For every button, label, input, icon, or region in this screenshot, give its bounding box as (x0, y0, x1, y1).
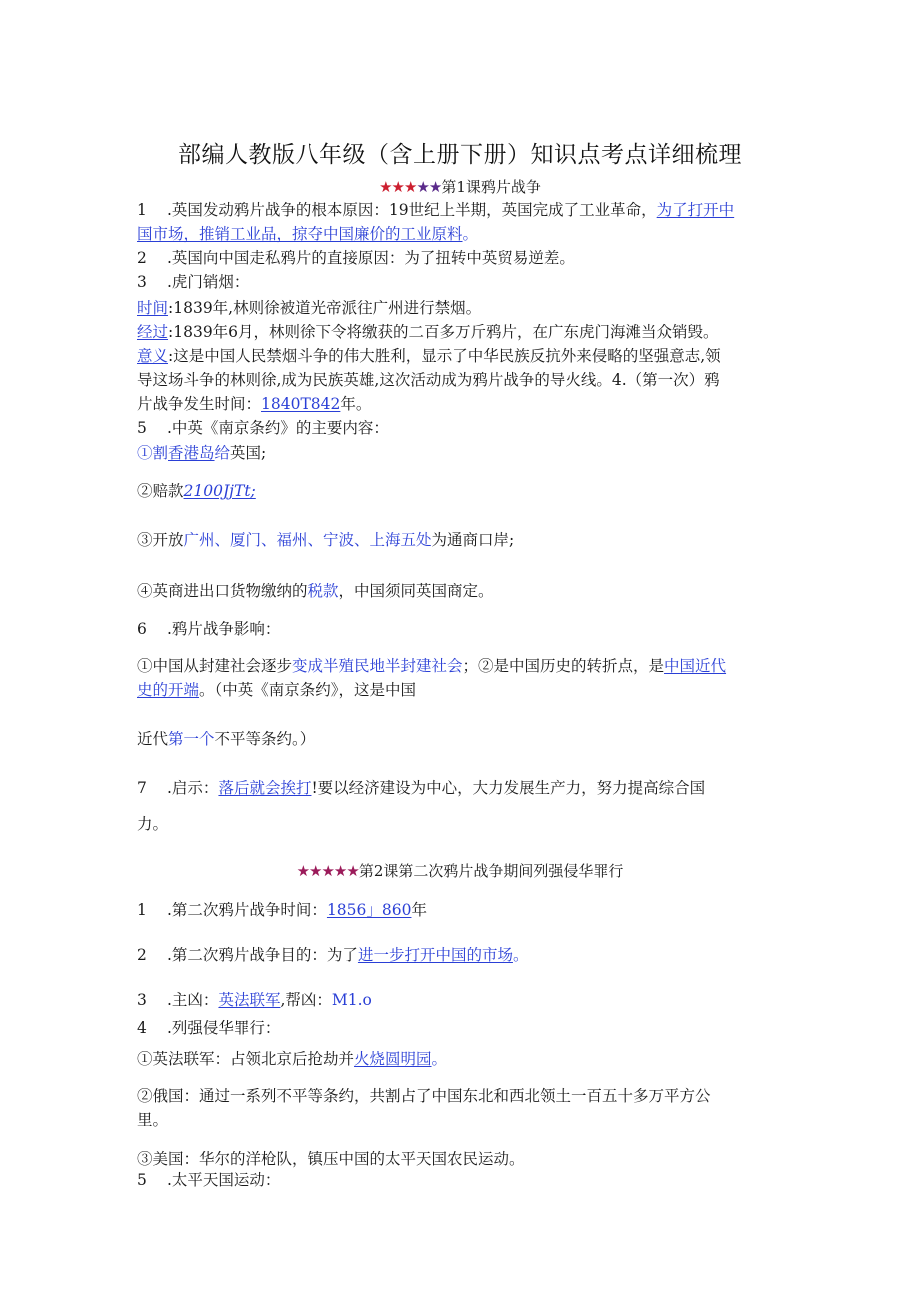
treaty-term-2: ②赔款2100JjTt; (137, 482, 256, 500)
lesson2-item-5: 5 .太平天国运动： (137, 1171, 281, 1189)
answer-link[interactable]: 1856」860 (326, 901, 412, 919)
lesson2-item-4: 4 .列强侵华罪行： (137, 1019, 281, 1037)
lesson2-item-1: 1 .第二次鸦片战争时间：1856」860年 (137, 901, 427, 919)
crime-1: ①英法联军：占领北京后抢劫并火烧圆明园。 (137, 1050, 448, 1068)
lesson1-item-7: 7 .启示：落后就会挨打!要以经济建设为中心，大力发展生产力，努力提高综合国 (137, 779, 706, 797)
answer-link[interactable]: 火烧圆明园 (354, 1050, 432, 1068)
answer-link[interactable]: 国市场，推销工业品，掠夺中国廉价的工业原料 (137, 225, 463, 243)
answer-link[interactable]: 为了打开中 (656, 201, 735, 219)
meaning-label[interactable]: 意义 (137, 347, 169, 365)
lesson2-heading (0, 860, 920, 881)
war-effect-2: 近代第一个不平等条约。） (137, 730, 316, 748)
war-time: 片战争发生时间：1840T842年。 (137, 395, 372, 413)
treaty-term-3: ③开放广州、厦门、福州、宁波、上海五处为通商口岸; (137, 531, 515, 549)
lesson1-item-6: 6 .鸦片战争影响： (137, 620, 281, 638)
star-rating-icon: ★★★ (379, 178, 417, 196)
answer-link[interactable]: 中国近代 (664, 657, 727, 675)
humen-meaning: 意义:这是中国人民禁烟斗争的伟大胜利，显示了中华民族反抗外来侵略的坚强意志,领 (137, 347, 721, 365)
crime-2-cont: 里。 (137, 1111, 169, 1129)
lesson1-item-2: 2 .英国向中国走私鸦片的直接原因：为了扭转中英贸易逆差。 (137, 249, 575, 267)
process-label[interactable]: 经过 (137, 323, 169, 341)
crime-2: ②俄国：通过一系列不平等条约，共割占了中国东北和西北领土一百五十多万平方公 (137, 1087, 711, 1105)
lesson1-heading (0, 176, 920, 197)
answer-link[interactable]: 1840T842 (261, 395, 341, 413)
lesson1-item-1: 1 .英国发动鸦片战争的根本原因：19世纪上半期，英国完成了工业革命，为了打开中 (137, 201, 735, 219)
answer-link[interactable]: 香港岛 (168, 444, 215, 462)
war-effect-1-cont: 史的开端。（中英《南京条约》，这是中国 (137, 681, 417, 699)
lesson1-title: 第1课鸦片战争 (441, 178, 541, 196)
lesson2-item-2: 2 .第二次鸦片战争目的：为了进一步打开中国的市场。 (137, 946, 529, 964)
humen-meaning-cont: 导这场斗争的林则徐,成为民族英雄,这次活动成为鸦片战争的导火线。4.（第一次）鸦 (137, 371, 720, 389)
lesson1-item-3: 3 .虎门销烟： (137, 273, 250, 291)
lesson2-item-3: 3 .主凶：英法联军,帮凶：M1.o (137, 991, 372, 1009)
lesson1-item-5: 5 .中英《南京条约》的主要内容： (137, 419, 389, 437)
star-rating-icon: ★★★★★ (296, 862, 359, 880)
time-label[interactable]: 时间 (137, 299, 169, 317)
war-effect-1: ①中国从封建社会逐步变成半殖民地半封建社会；②是中国历史的转折点，是中国近代 (137, 657, 727, 675)
answer-link[interactable]: 史的开端 (137, 681, 200, 699)
lesson1-item-1-cont: 国市场，推销工业品，掠夺中国廉价的工业原料。 (137, 225, 479, 243)
document-title: 部编人教版八年级（含上册下册）知识点考点详细梳理 (178, 142, 742, 168)
answer-link[interactable]: 英法联军 (218, 991, 281, 1009)
answer-link[interactable]: 落后就会挨打 (218, 779, 312, 797)
star-rating-icon: ★★ (416, 178, 442, 196)
answer-link[interactable]: 进一步打开中国的市场 (357, 946, 513, 964)
treaty-term-4: ④英商进出口货物缴纳的税款，中国须同英国商定。 (137, 582, 494, 600)
treaty-term-1: ①割香港岛给英国; (137, 444, 267, 462)
humen-process: 经过:1839年6月，林则徐下令将缴获的二百多万斤鸦片，在广东虎门海滩当众销毁。 (137, 323, 719, 341)
lesson2-title: 第2课第二次鸦片战争期间列强侵华罪行 (358, 862, 624, 880)
crime-3: ③美国：华尔的洋枪队，镇压中国的太平天国农民运动。 (137, 1150, 525, 1168)
lesson1-item-7-cont: 力。 (137, 815, 169, 833)
humen-time: 时间:1839年,林则徐被道光帝派往广州进行禁烟。 (137, 299, 482, 317)
answer-link[interactable]: 2100JjTt; (183, 482, 256, 500)
